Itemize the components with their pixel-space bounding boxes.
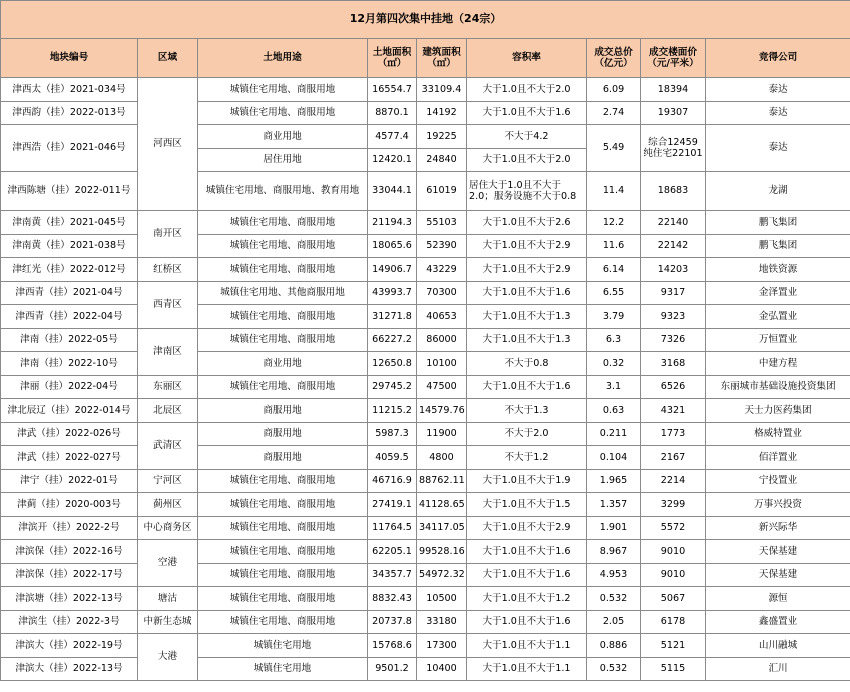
cell-code: 津滨生（挂）2022-3号 [1,610,138,634]
cell-far: 大于1.0且不大于1.1 [467,657,587,681]
cell-far: 大于1.0且不大于1.1 [467,634,587,658]
cell-total-price: 12.2 [587,211,641,235]
cell-build-area: 33180 [417,610,467,634]
cell-total-price: 4.953 [587,563,641,587]
cell-unit-price: 1773 [641,422,706,446]
cell-total-price: 8.967 [587,540,641,564]
table-row [1,328,850,352]
cell-use: 商服用地 [198,446,368,470]
cell-buyer: 万事兴投资 [706,493,850,517]
cell-land-area: 46716.9 [368,469,417,493]
cell-unit-price: 9010 [641,563,706,587]
cell-land-area: 18065.6 [368,234,417,258]
cell-far: 不大于1.3 [467,399,587,423]
header-build-area: 建筑面积（㎡） [417,39,467,78]
cell-far: 大于1.0且不大于1.9 [467,469,587,493]
cell-code: 津红光（挂）2022-012号 [1,258,138,282]
cell-use: 城镇住宅用地、商服用地 [198,469,368,493]
cell-total-price: 0.104 [587,446,641,470]
cell-far: 大于1.0且不大于1.6 [467,610,587,634]
cell-use: 城镇住宅用地、商服用地 [198,375,368,399]
header-use: 土地用途 [198,39,368,78]
table-title: 12月第四次集中挂地（24宗） [1,1,850,39]
cell-total-price: 3.79 [587,305,641,329]
cell-build-area: 19225 [417,125,467,149]
cell-build-area: 99528.16 [417,540,467,564]
cell-far: 大于1.0且不大于1.5 [467,493,587,517]
table-row [1,422,850,446]
header-row [1,39,850,78]
cell-code: 津滨塘（挂）2022-13号 [1,587,138,611]
header-far: 容积率 [467,39,587,78]
cell-buyer: 天士力医药集团 [706,399,850,423]
cell-district: 大港 [138,634,198,681]
cell-land-area: 4577.4 [368,125,417,149]
cell-buyer: 地铁资源 [706,258,850,282]
table-row [1,258,850,282]
cell-code: 津丽（挂）2022-04号 [1,375,138,399]
cell-land-area: 5987.3 [368,422,417,446]
cell-district: 塘沽 [138,587,198,611]
cell-use: 城镇住宅用地、商服用地 [198,101,368,125]
table-row [1,469,850,493]
cell-district: 南开区 [138,211,198,258]
cell-code: 津滨开（挂）2022-2号 [1,516,138,540]
cell-build-area: 61019 [417,172,467,211]
cell-use: 城镇住宅用地、商服用地 [198,78,368,102]
cell-district: 津南区 [138,328,198,375]
cell-use: 城镇住宅用地、商服用地 [198,211,368,235]
cell-code: 津西浩（挂）2021-046号 [1,125,138,172]
cell-buyer: 泰达 [706,78,850,102]
cell-buyer: 源恒 [706,587,850,611]
cell-far: 不大于1.2 [467,446,587,470]
cell-buyer: 万恒置业 [706,328,850,352]
cell-district: 空港 [138,540,198,587]
cell-unit-price: 9010 [641,540,706,564]
cell-use: 城镇住宅用地、商服用地 [198,258,368,282]
cell-land-area: 8870.1 [368,101,417,125]
cell-land-area: 33044.1 [368,172,417,211]
cell-code: 津西韵（挂）2022-013号 [1,101,138,125]
cell-use: 城镇住宅用地、其他商服用地 [198,281,368,305]
cell-total-price: 2.74 [587,101,641,125]
cell-code: 津南黄（挂）2021-038号 [1,234,138,258]
cell-total-price: 0.532 [587,657,641,681]
cell-total-price: 6.3 [587,328,641,352]
cell-district: 东丽区 [138,375,198,399]
table-row [1,446,850,470]
cell-use: 城镇住宅用地、商服用地 [198,493,368,517]
cell-land-area: 16554.7 [368,78,417,102]
cell-buyer: 宁投置业 [706,469,850,493]
cell-district: 蓟州区 [138,493,198,517]
cell-total-price: 3.1 [587,375,641,399]
cell-unit-price: 3299 [641,493,706,517]
cell-code: 津宁（挂）2022-01号 [1,469,138,493]
cell-far: 大于1.0且不大于2.9 [467,258,587,282]
cell-total-price: 6.09 [587,78,641,102]
table-row [1,634,850,658]
cell-total-price: 1.965 [587,469,641,493]
table-row [1,540,850,564]
header-code: 地块编号 [1,39,138,78]
table-row [1,610,850,634]
cell-unit-price: 5121 [641,634,706,658]
cell-buyer: 格威特置业 [706,422,850,446]
cell-buyer: 金泽置业 [706,281,850,305]
cell-district: 中心商务区 [138,516,198,540]
cell-district: 宁河区 [138,469,198,493]
cell-unit-price: 22140 [641,211,706,235]
cell-unit-price: 22142 [641,234,706,258]
cell-unit-price: 5572 [641,516,706,540]
cell-land-area: 27419.1 [368,493,417,517]
cell-total-price: 1.357 [587,493,641,517]
table-row [1,563,850,587]
cell-total-price: 0.63 [587,399,641,423]
cell-code: 津西青（挂）2022-04号 [1,305,138,329]
cell-build-area: 70300 [417,281,467,305]
cell-build-area: 43229 [417,258,467,282]
table-row [1,516,850,540]
table-row [1,172,850,211]
cell-land-area: 11764.5 [368,516,417,540]
cell-code: 津武（挂）2022-026号 [1,422,138,446]
cell-build-area: 10100 [417,352,467,376]
cell-land-area: 9501.2 [368,657,417,681]
cell-buyer: 东丽城市基础设施投资集团 [706,375,850,399]
cell-buyer: 鑫盛置业 [706,610,850,634]
cell-district: 西青区 [138,281,198,328]
cell-land-area: 43993.7 [368,281,417,305]
cell-total-price: 1.901 [587,516,641,540]
cell-unit-price: 18683 [641,172,706,211]
cell-code: 津武（挂）2022-027号 [1,446,138,470]
cell-land-area: 12420.1 [368,148,417,172]
cell-far: 不大于0.8 [467,352,587,376]
cell-build-area: 33109.4 [417,78,467,102]
cell-code: 津西陈塘（挂）2022-011号 [1,172,138,211]
cell-use: 城镇住宅用地 [198,634,368,658]
cell-buyer: 泰达 [706,101,850,125]
cell-far: 大于1.0且不大于2.0 [467,148,587,172]
cell-buyer: 新兴际华 [706,516,850,540]
cell-buyer: 汇川 [706,657,850,681]
header-total-price: 成交总价（亿元） [587,39,641,78]
cell-far: 大于1.0且不大于1.6 [467,540,587,564]
cell-district: 中新生态城 [138,610,198,634]
cell-unit-price: 6178 [641,610,706,634]
cell-build-area: 55103 [417,211,467,235]
cell-land-area: 12650.8 [368,352,417,376]
cell-land-area: 62205.1 [368,540,417,564]
table-row [1,211,850,235]
table-row [1,399,850,423]
cell-build-area: 86000 [417,328,467,352]
cell-code: 津滨大（挂）2022-13号 [1,657,138,681]
cell-land-area: 14906.7 [368,258,417,282]
cell-total-price: 0.886 [587,634,641,658]
cell-use: 城镇住宅用地、商服用地 [198,234,368,258]
cell-land-area: 8832.43 [368,587,417,611]
table-row [1,78,850,102]
cell-build-area: 11900 [417,422,467,446]
cell-far: 不大于4.2 [467,125,587,149]
cell-district: 河西区 [138,78,198,211]
cell-unit-price: 综合12459 纯住宅22101 [641,125,706,172]
cell-total-price: 6.55 [587,281,641,305]
cell-build-area: 14192 [417,101,467,125]
cell-land-area: 66227.2 [368,328,417,352]
table-row [1,375,850,399]
cell-use: 城镇住宅用地、商服用地 [198,563,368,587]
cell-buyer: 天保基建 [706,563,850,587]
cell-unit-price: 2167 [641,446,706,470]
cell-unit-price: 3168 [641,352,706,376]
cell-code: 津蓟（挂）2020-003号 [1,493,138,517]
cell-unit-price: 5067 [641,587,706,611]
cell-use: 商业用地 [198,125,368,149]
cell-unit-price: 6526 [641,375,706,399]
cell-build-area: 41128.65 [417,493,467,517]
cell-district: 北辰区 [138,399,198,423]
cell-buyer: 天保基建 [706,540,850,564]
cell-build-area: 52390 [417,234,467,258]
table-row [1,657,850,681]
cell-unit-price: 4321 [641,399,706,423]
cell-build-area: 54972.32 [417,563,467,587]
table-row [1,101,850,125]
cell-land-area: 31271.8 [368,305,417,329]
cell-buyer: 山川融城 [706,634,850,658]
cell-total-price: 0.532 [587,587,641,611]
table-row [1,352,850,376]
cell-unit-price: 14203 [641,258,706,282]
cell-use: 城镇住宅用地、商服用地 [198,305,368,329]
cell-use: 城镇住宅用地、商服用地 [198,328,368,352]
cell-unit-price: 9323 [641,305,706,329]
cell-code: 津西太（挂）2021-034号 [1,78,138,102]
cell-far: 大于1.0且不大于1.3 [467,305,587,329]
cell-far: 大于1.0且不大于2.6 [467,211,587,235]
header-buyer: 竞得公司 [706,39,850,78]
cell-buyer: 佰洋置业 [706,446,850,470]
cell-code: 津滨大（挂）2022-19号 [1,634,138,658]
header-district: 区域 [138,39,198,78]
cell-unit-price: 19307 [641,101,706,125]
cell-total-price: 2.05 [587,610,641,634]
cell-buyer: 中建方程 [706,352,850,376]
cell-use: 城镇住宅用地、商服用地 [198,587,368,611]
cell-land-area: 20737.8 [368,610,417,634]
cell-build-area: 17300 [417,634,467,658]
cell-total-price: 5.49 [587,125,641,172]
cell-far: 大于1.0且不大于2.9 [467,234,587,258]
cell-land-area: 29745.2 [368,375,417,399]
cell-unit-price: 18394 [641,78,706,102]
cell-land-area: 34357.7 [368,563,417,587]
cell-far: 大于1.0且不大于1.6 [467,101,587,125]
cell-code: 津西青（挂）2021-04号 [1,281,138,305]
cell-far: 大于1.0且不大于1.6 [467,563,587,587]
table-row [1,587,850,611]
cell-buyer: 鹏飞集团 [706,234,850,258]
cell-far: 大于1.0且不大于1.6 [467,375,587,399]
cell-build-area: 14579.76 [417,399,467,423]
cell-total-price: 6.14 [587,258,641,282]
cell-use: 城镇住宅用地、商服用地 [198,610,368,634]
cell-use: 城镇住宅用地、商服用地 [198,516,368,540]
cell-code: 津南（挂）2022-10号 [1,352,138,376]
cell-build-area: 4800 [417,446,467,470]
cell-build-area: 24840 [417,148,467,172]
cell-build-area: 47500 [417,375,467,399]
cell-build-area: 40653 [417,305,467,329]
cell-total-price: 0.211 [587,422,641,446]
cell-far: 大于1.0且不大于1.3 [467,328,587,352]
cell-land-area: 4059.5 [368,446,417,470]
cell-land-area: 15768.6 [368,634,417,658]
cell-buyer: 泰达 [706,125,850,172]
table-row [1,493,850,517]
cell-far: 居住大于1.0且不大于2.0；服务设施不大于0.8 [467,172,587,211]
cell-use: 城镇住宅用地 [198,657,368,681]
cell-code: 津滨保（挂）2022-17号 [1,563,138,587]
table-row [1,305,850,329]
cell-buyer: 金弘置业 [706,305,850,329]
cell-build-area: 10500 [417,587,467,611]
cell-total-price: 11.6 [587,234,641,258]
header-land-area: 土地面积（㎡） [368,39,417,78]
cell-unit-price: 2214 [641,469,706,493]
table-row [1,234,850,258]
cell-far: 大于1.0且不大于1.2 [467,587,587,611]
cell-far: 大于1.0且不大于2.0 [467,78,587,102]
cell-build-area: 34117.05 [417,516,467,540]
cell-district: 红桥区 [138,258,198,282]
table-row [1,281,850,305]
cell-land-area: 11215.2 [368,399,417,423]
cell-use: 商服用地 [198,422,368,446]
cell-unit-price: 5115 [641,657,706,681]
cell-use: 商业用地 [198,352,368,376]
cell-land-area: 21194.3 [368,211,417,235]
cell-code: 津南（挂）2022-05号 [1,328,138,352]
cell-build-area: 88762.11 [417,469,467,493]
cell-use: 居住用地 [198,148,368,172]
cell-far: 不大于2.0 [467,422,587,446]
cell-build-area: 10400 [417,657,467,681]
cell-use: 商服用地 [198,399,368,423]
cell-use: 城镇住宅用地、商服用地、教育用地 [198,172,368,211]
cell-far: 大于1.0且不大于2.9 [467,516,587,540]
cell-total-price: 11.4 [587,172,641,211]
cell-code: 津滨保（挂）2022-16号 [1,540,138,564]
cell-buyer: 鹏飞集团 [706,211,850,235]
cell-unit-price: 9317 [641,281,706,305]
cell-buyer: 龙湖 [706,172,850,211]
cell-use: 城镇住宅用地、商服用地 [198,540,368,564]
cell-code: 津南黄（挂）2021-045号 [1,211,138,235]
cell-far: 大于1.0且不大于1.6 [467,281,587,305]
cell-district: 武清区 [138,422,198,469]
table-row [1,125,850,149]
cell-total-price: 0.32 [587,352,641,376]
header-unit-price: 成交楼面价（元/平米） [641,39,706,78]
cell-code: 津北辰辽（挂）2022-014号 [1,399,138,423]
cell-unit-price: 7326 [641,328,706,352]
